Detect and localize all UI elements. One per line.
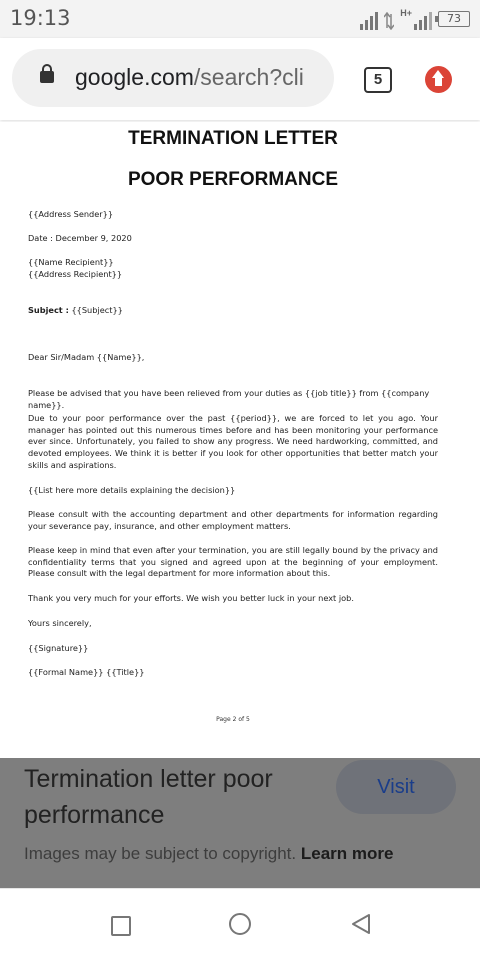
visit-button[interactable]: Visit — [336, 760, 456, 814]
letter-date: Date : December 9, 2020 — [28, 233, 132, 243]
battery-level: 73 — [447, 12, 461, 25]
document-title-line2: POOR PERFORMANCE — [127, 169, 339, 190]
status-icons — [360, 8, 470, 30]
address-recipient: {{Address Recipient}} — [28, 269, 123, 279]
url-domain: google.com — [75, 64, 194, 90]
battery-icon — [438, 11, 470, 27]
signature: {{Signature}} — [28, 643, 89, 653]
signal-icon-2 — [414, 10, 432, 30]
lock-icon — [40, 71, 54, 83]
address-sender: {{Address Sender}} — [28, 209, 114, 219]
formal-name: {{Formal Name}} {{Title}} — [28, 667, 145, 677]
browser-toolbar — [0, 38, 480, 120]
data-arrows-icon — [384, 12, 394, 30]
recents-icon[interactable] — [111, 916, 131, 936]
image-title[interactable]: Termination letter poor performance — [24, 765, 273, 829]
name-recipient: {{Name Recipient}} — [28, 257, 114, 267]
paragraph-4: Please consult with the accounting department and other departments for information regarding your severance pay, insurance, and other employment matters. — [28, 509, 438, 531]
paragraph-1: Please be advised that you have been relieved from your duties as {{job title}} from {{company name}}. — [28, 388, 430, 410]
document-preview[interactable] — [0, 122, 480, 758]
paragraph-5: Please keep in mind that even after your termination, you are still legally bound by the privacy and confidentiality terms that you signed and agreed upon at the beginning of your employment. Please consult with the legal department for more information about this. — [28, 545, 438, 579]
back-icon[interactable] — [350, 913, 372, 935]
greeting: Dear Sir/Madam {{Name}}, — [28, 352, 145, 362]
status-bar — [0, 0, 480, 38]
image-caption-panel — [0, 758, 480, 888]
subject-line — [28, 305, 438, 317]
page-number: Page 2 of 5 — [216, 716, 250, 723]
closing: Yours sincerely, — [28, 618, 92, 628]
copyright-notice — [24, 844, 393, 864]
upload-icon[interactable] — [425, 66, 452, 93]
subject-value: {{Subject}} — [68, 305, 123, 315]
navigation-bar — [0, 888, 480, 961]
paragraph-2: Due to your poor performance over the past {{period}}, we are forced to let you ago. Your manager has pointed out this numerous times before and has been monitoring your performance ever since. Unfortunately, you failed to show any progress. We need hardworking, committed, and devoted employees. We think it is better if you look for other opportunities that better match your skills and aspirations. — [28, 413, 438, 470]
url-bar[interactable] — [12, 49, 334, 107]
learn-more-link[interactable]: Learn more — [300, 844, 394, 863]
signal-icon — [360, 10, 378, 30]
home-icon[interactable] — [229, 913, 251, 935]
network-type-label: H+ — [400, 8, 412, 18]
subject-label: Subject : — [28, 305, 69, 315]
tab-switcher-button[interactable]: 5 — [364, 67, 392, 93]
copyright-text: Images may be subject to copyright. — [24, 844, 301, 863]
url-text[interactable] — [75, 64, 330, 91]
paragraph-3: {{List here more details explaining the decision}} — [28, 485, 236, 495]
paragraph-6: Thank you very much for your efforts. We wish you better luck in your next job. — [28, 593, 354, 603]
url-path: /search?cli — [193, 64, 304, 90]
document-title-line1: TERMINATION LETTER — [128, 128, 338, 149]
status-time: 19:13 — [10, 6, 71, 30]
